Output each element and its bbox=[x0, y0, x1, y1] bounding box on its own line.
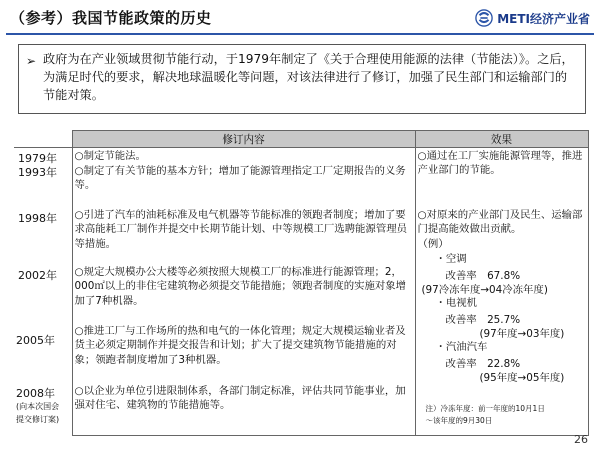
effect-example-label: （例） bbox=[417, 238, 449, 250]
summary-text: 政府为在产业领域贯彻节能行动，于1979年制定了《关于合理使用能源的法律（节能法）》。之后，为满足时代的要求，解决地球温暖化等问题，对该法律进行了修订，加强了民生部门和运输部门的节能对策。 bbox=[43, 52, 574, 102]
effect-1993: ○通过在工厂实施能源管理等，推进产业部门的节能。 bbox=[417, 150, 583, 177]
effect-item-period: (97冷冻年度→04冷冻年度) bbox=[421, 284, 548, 296]
effect-column bbox=[415, 148, 588, 436]
content-1998: ○引进了汽车的油耗标准及电气机器等节能标准的领跑者制度；增加了要求高能耗工厂制作并提交中长期节能计划、中等规模工厂选聘能源管理员等措施。 bbox=[74, 209, 407, 250]
year-1993: 1993年 bbox=[18, 166, 57, 179]
year-2005: 2005年 bbox=[16, 334, 55, 347]
effect-item-name: ・空调 bbox=[435, 253, 467, 265]
meti-logo-icon bbox=[475, 9, 493, 27]
logo-text: METI经济产业省 bbox=[497, 11, 590, 26]
year-2008-note-1: (向本次国会 bbox=[16, 402, 60, 411]
effect-item-rate: 改善率 25.7% bbox=[445, 314, 521, 326]
year-2002: 2002年 bbox=[18, 269, 57, 282]
content-2008: ○以企业为单位引进限制体系，各部门制定标准，评估共同节能事业，加强对住宅、建筑物的节能措施等。 bbox=[74, 385, 406, 412]
effect-footnote-2: ～该年度的9月30日 bbox=[425, 416, 493, 425]
year-2008-note-2: 提交修订案) bbox=[16, 415, 60, 424]
effect-item-rate: 改善率 22.8% bbox=[445, 358, 521, 370]
effect-item-period: (95年度→05年度) bbox=[479, 372, 565, 384]
title-divider bbox=[6, 33, 594, 35]
content-column bbox=[72, 148, 415, 436]
bullet-arrow-icon: ➢ bbox=[26, 54, 37, 68]
summary-box bbox=[18, 44, 586, 114]
year-1998: 1998年 bbox=[18, 212, 57, 225]
year-header bbox=[14, 131, 72, 148]
content-2005: ○推进工厂与工作场所的热和电气的一体化管理；规定大规模运输业者及货主必须定期制作并提交报告和计划；扩大了提交建筑物节能措施的对象；领跑者制度增加了3种机器。 bbox=[74, 325, 406, 366]
effect-1998: ○对原来的产业部门及民生、运输部门提高能效做出贡献。 bbox=[417, 209, 583, 236]
page-number: 26 bbox=[574, 433, 588, 446]
history-table bbox=[14, 130, 589, 436]
content-2002: ○规定大规模办公大楼等必须按照大规模工厂的标准进行能源管理；2，000㎡以上的非住宅建筑物必须提交节能措施；领跑者制度的实施对象增加了7种机器。 bbox=[74, 266, 407, 307]
effect-footnote-1: 注）冷冻年度：前一年度的10月1日 bbox=[425, 404, 545, 413]
page-title: （参考）我国节能政策的历史 bbox=[10, 9, 212, 27]
meti-logo bbox=[475, 7, 590, 29]
effect-item-rate: 改善率 67.8% bbox=[445, 270, 521, 282]
year-2008: 2008年 bbox=[16, 387, 55, 400]
effect-header: 效果 bbox=[415, 131, 588, 148]
effect-item-period: (97年度→03年度) bbox=[479, 328, 565, 340]
content-1979: ○制定节能法。 bbox=[74, 150, 146, 162]
year-column bbox=[14, 148, 72, 436]
content-1993: ○制定了有关节能的基本方针；增加了能源管理指定工厂定期报告的义务等。 bbox=[74, 165, 406, 192]
effect-item-name: ・汽油汽车 bbox=[435, 341, 488, 353]
effect-item-name: ・电视机 bbox=[435, 297, 478, 309]
content-header: 修订内容 bbox=[72, 131, 415, 148]
year-1979: 1979年 bbox=[18, 152, 57, 165]
